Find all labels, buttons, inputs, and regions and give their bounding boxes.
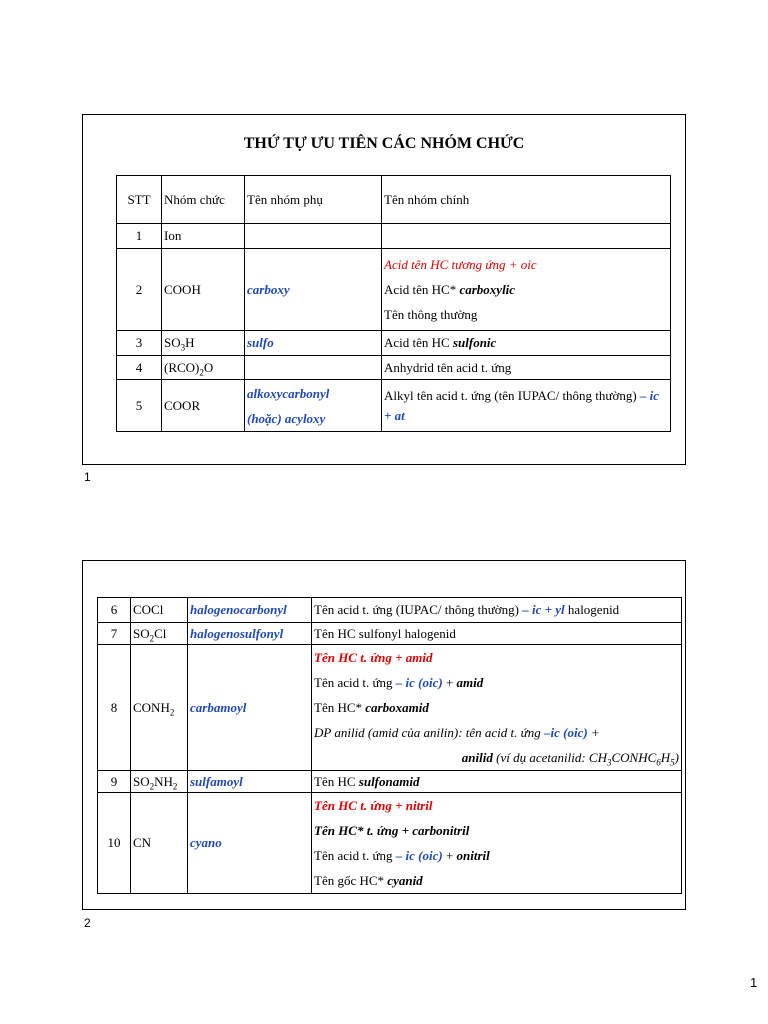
text: – ic (oic): [395, 848, 443, 863]
main-line: [314, 670, 679, 695]
slide-2: [82, 560, 686, 910]
text: – ic + yl: [522, 602, 565, 617]
row-stt: 5: [117, 380, 162, 432]
row-group: [131, 771, 188, 793]
table-row: [117, 380, 671, 432]
text: Acid tên HC*: [384, 282, 460, 297]
row-stt: 6: [98, 598, 131, 623]
table-row: [98, 771, 682, 793]
row-main-name: [312, 771, 682, 793]
row-main-name: [312, 645, 682, 771]
sub-line: (hoặc) acyloxy: [247, 410, 326, 426]
row-main-name: [382, 331, 671, 356]
text: halogenid: [564, 602, 620, 617]
table-row: [98, 623, 682, 645]
text: carboxylic: [459, 282, 516, 297]
row-group: [131, 623, 188, 645]
text: +: [442, 675, 457, 690]
main-line: Tên HC t. ứng + nitril: [314, 798, 433, 813]
main-line: [314, 843, 679, 868]
text: amid: [456, 675, 484, 690]
row-group: COOH: [162, 249, 245, 331]
text: +: [587, 725, 600, 740]
row-group: COCl: [131, 598, 188, 623]
row-group: [162, 331, 245, 356]
row-main-name: [382, 249, 671, 331]
text: O: [203, 359, 214, 375]
header-sub-name: Tên nhóm phụ: [245, 176, 382, 224]
table-row: [117, 356, 671, 380]
text: Tên gốc HC*: [314, 873, 388, 888]
text: 6: [656, 757, 661, 768]
row-sub-name: cyano: [188, 793, 312, 894]
row-group: Ion: [162, 224, 245, 249]
text: sulfonamid: [358, 773, 420, 789]
row-sub-name: sulfo: [245, 331, 382, 356]
row-sub-name: halogenosulfonyl: [188, 623, 312, 645]
table-row: [98, 793, 682, 894]
main-line: Acid tên HC tương ứng + oic: [384, 257, 537, 272]
main-line: [384, 277, 668, 302]
row-stt: 3: [117, 331, 162, 356]
text: (RCO): [164, 359, 200, 375]
slide-number: 1: [84, 470, 91, 484]
row-stt: 1: [117, 224, 162, 249]
text: sulfonic: [452, 335, 497, 350]
text: 2: [149, 781, 155, 792]
text: Tên HC: [314, 773, 359, 789]
table-row: [98, 598, 682, 623]
text: Tên acid t. ứng: [314, 848, 396, 863]
row-group: CN: [131, 793, 188, 894]
slide-title: THỨ TỰ ƯU TIÊN CÁC NHÓM CHỨC: [243, 135, 525, 152]
row-main-name: [382, 380, 671, 432]
main-line: [314, 868, 679, 893]
text: 2: [169, 707, 175, 718]
text: – ic (oic): [395, 675, 443, 690]
table-row: [117, 331, 671, 356]
text: cyanid: [387, 873, 423, 888]
row-sub-name: [245, 380, 382, 432]
text: SO: [133, 773, 150, 789]
text: – ic + at: [384, 387, 660, 423]
row-group: COOR: [162, 380, 245, 432]
text: onitril: [456, 848, 490, 863]
text: –ic (oic): [544, 725, 588, 740]
row-main-name: Anhydrid tên acid t. ứng: [382, 356, 671, 380]
row-stt: 9: [98, 771, 131, 793]
text: carboxamid: [365, 700, 429, 715]
main-line: Tên thông thường: [384, 307, 478, 322]
row-main-name: [382, 224, 671, 249]
row-sub-name: carbamoyl: [188, 645, 312, 771]
page-number: 1: [750, 975, 758, 990]
text: CONH: [133, 699, 170, 715]
main-line: Tên HC* t. ứng + carbonitril: [314, 823, 470, 838]
text: SO: [133, 625, 150, 641]
row-sub-name: sulfamoyl: [188, 771, 312, 793]
row-sub-name: carboxy: [245, 249, 382, 331]
row-sub-name: halogenocarbonyl: [188, 598, 312, 623]
text: 2: [199, 367, 204, 378]
text: ): [674, 750, 679, 765]
row-stt: 2: [117, 249, 162, 331]
header-group: Nhóm chức: [162, 176, 245, 224]
header-main-name: Tên nhóm chính: [382, 176, 671, 224]
text: 2: [172, 781, 178, 792]
slide-number: 2: [84, 916, 91, 930]
main-line: [314, 720, 679, 745]
text: Tên HC*: [314, 700, 366, 715]
row-sub-name: [245, 224, 382, 249]
row-main-name: [312, 793, 682, 894]
text: 2: [149, 633, 155, 644]
row-sub-name: [245, 356, 382, 380]
table-row: [117, 224, 671, 249]
text: Cl: [154, 625, 167, 641]
slide-1: [82, 114, 686, 465]
text: H: [660, 750, 671, 765]
text: 5: [670, 757, 675, 768]
row-stt: 10: [98, 793, 131, 894]
text: (ví dụ acetanilid: CH: [492, 750, 607, 765]
functional-group-table-1: [116, 175, 671, 432]
text: H: [185, 335, 195, 350]
text: 3: [606, 757, 612, 768]
sub-line: alkoxycarbonyl: [247, 385, 330, 401]
table-row: [117, 249, 671, 331]
row-stt: 8: [98, 645, 131, 771]
text: +: [442, 848, 457, 863]
text: NH: [154, 773, 173, 789]
table-row: [98, 645, 682, 771]
main-line: [314, 745, 679, 770]
text: CONHC: [611, 750, 657, 765]
functional-group-table-2: [97, 597, 682, 894]
text: 3: [180, 342, 186, 353]
text: Alkyl tên acid t. ứng (tên IUPAC/ thông thường): [384, 387, 640, 403]
text: DP anilid (amid của anilin): tên acid t. ứng: [314, 725, 544, 740]
text: Acid tên HC: [384, 335, 453, 350]
row-main-name: [312, 598, 682, 623]
row-stt: 7: [98, 623, 131, 645]
main-line: Tên HC t. ứng + amid: [314, 650, 433, 665]
text: Tên acid t. ứng: [314, 675, 396, 690]
header-stt: STT: [117, 176, 162, 224]
text: SO: [164, 335, 181, 350]
text: Tên acid t. ứng (IUPAC/ thông thường): [314, 602, 523, 617]
row-group: [162, 356, 245, 380]
text: anilid: [461, 750, 493, 765]
row-group: [131, 645, 188, 771]
table-header-row: [117, 176, 671, 224]
row-stt: 4: [117, 356, 162, 380]
row-main-name: Tên HC sulfonyl halogenid: [312, 623, 682, 645]
main-line: [314, 695, 679, 720]
